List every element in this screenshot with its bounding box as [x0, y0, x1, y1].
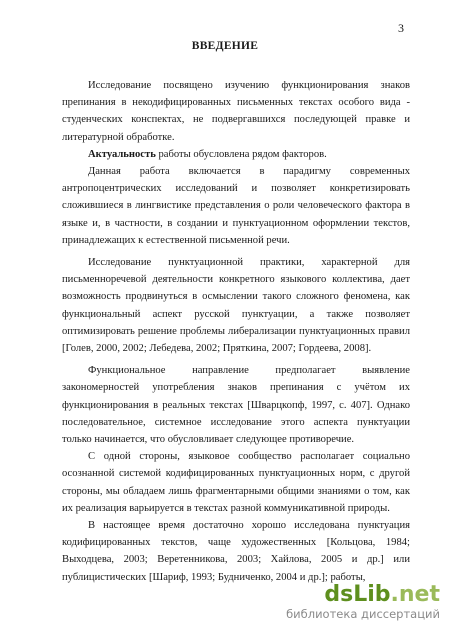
paragraph-contradiction	[62, 448, 410, 517]
paragraph-current-research	[62, 517, 410, 586]
paragraph-text: Функциональное направление предполагает выявление закономерностей употребления знаков препинания с учётом их функционирования в реальных текстах [Шварцкопф, 1997, с. 407]. Однако последовательное, системное исследование этого аспекта пунктуации только начинается, что обусловливает следующее противоречие.	[62, 365, 410, 446]
paragraph-text: В настоящее время достаточно хорошо исследована пунктуация кодифицированных текстов, чаще художественных [Кольцова, 1984; Выходцева, 2003; Веретенникова, 2003; Хайлова, 2005 и др.] или публицистических [Шариф, 1993; Будниченко, 2004 и др.]; работы,	[62, 520, 410, 583]
body-text	[62, 77, 410, 586]
logo-main-text: dsLib	[324, 582, 391, 607]
paragraph-text: работы обусловлена рядом факторов.	[155, 148, 327, 160]
paragraph-text: С одной стороны, языковое сообщество располагает социально осознанной системой кодифицированных пунктуационных норм, с другой стороны, мы обладаем лишь фрагментарными общими знаниями о том, как их реализация варьируется в текстах разной коммуникативной природы.	[62, 451, 410, 514]
paragraph-paradigm	[62, 163, 410, 249]
dslib-logo	[286, 584, 440, 606]
paragraph-punctuation-practice	[62, 254, 410, 357]
paragraph-intro	[62, 77, 410, 146]
relevance-heading: Актуальность	[88, 148, 156, 160]
paragraph-text: Исследование пунктуационной практики, характерной для письменноречевой деятельности конкретного языкового коллектива, дает возможность продвинуться в осмыслении такого сложного феномена, как функциональный аспект русской пунктуации, а также позволяет оптимизировать решение проблемы либерализации пунктуационных правил [Голев, 2000, 2002; Лебедева, 2002; Пряткина, 2007; Гордеева, 2008].	[62, 257, 410, 355]
dslib-watermark	[286, 584, 440, 621]
watermark-subtitle: библиотека диссертаций	[286, 607, 440, 621]
page-title: ВВЕДЕНИЕ	[191, 40, 259, 52]
paragraph-text: Данная работа включается в парадигму современных антропоцентрических исследований и позволяет конкретизировать сложившиеся в лингвистике представления о роли человеческого фактора в языке и, в частности, в создании и пунктуационном оформлении текстов, принадлежащих к естественной письменной речи.	[62, 166, 410, 246]
paragraph-functional-direction	[62, 362, 410, 448]
paragraph-text: Исследование посвящено изучению функционирования знаков препинания в некодифицированных письменных текстах особого вида - студенческих конспектах, не подвергавшихся последующей правке и литературной обработке.	[62, 80, 410, 143]
logo-tld-text: .net	[390, 582, 440, 607]
paragraph-relevance	[62, 146, 410, 163]
page-number: 3	[398, 21, 404, 35]
